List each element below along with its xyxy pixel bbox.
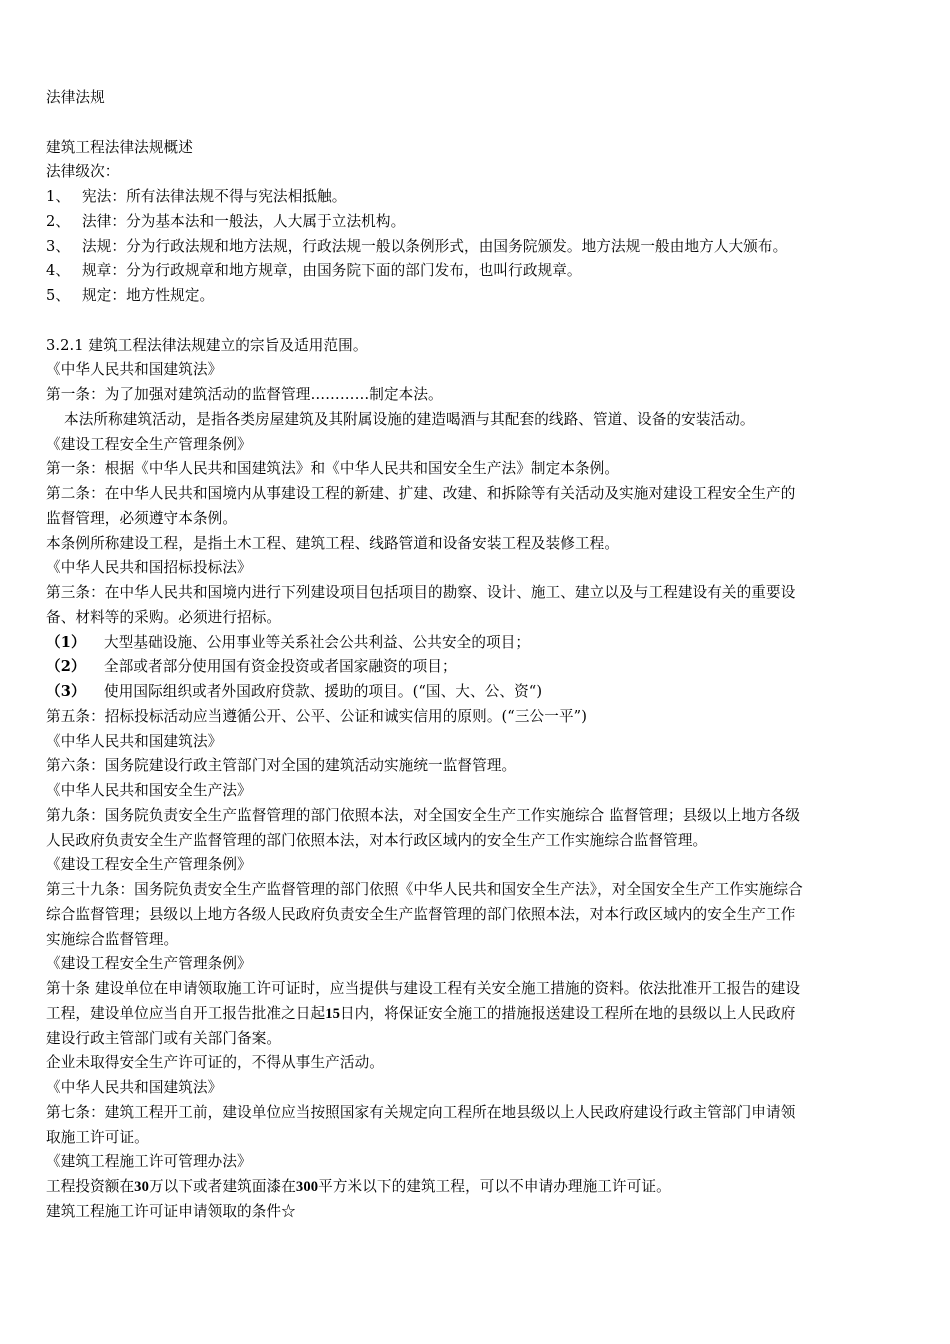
list-number: 4、 xyxy=(46,262,71,280)
paragraph: 第十条 建设单位在申请领取施工许可证时，应当提供与建设工程有关安全施工措施的资料。依法批准开工报告的建设 xyxy=(46,980,801,997)
paragraph: 第三十九条：国务院负责安全生产监督管理的部门依照《中华人民共和国安全生产法》，对全国安全生产工作实施综合 xyxy=(46,881,803,898)
paragraph-continued: 综合监督管理；县级以上地方各级人民政府负责安全生产监督管理的部门依照本法，对本行政区域内的安全生产工作 xyxy=(46,905,796,923)
law-reference: 《中华人民共和国建筑法》 xyxy=(46,732,223,750)
blank-line xyxy=(46,111,908,136)
law-reference: 《建筑工程施工许可管理办法》 xyxy=(46,1153,252,1171)
document-page xyxy=(46,86,908,1225)
list-text: 法规：分为行政法规和地方法规，行政法规一般以条例形式，由国务院颁发。地方法规一般由地方人大颁布。 xyxy=(82,237,788,255)
list-number: 2、 xyxy=(46,212,71,230)
paragraph: 第一条：根据《中华人民共和国建筑法》和《中华人民共和国安全生产法》制定本条例。 xyxy=(46,460,620,478)
bold-number: 30 xyxy=(134,1179,149,1195)
list-item xyxy=(46,680,908,705)
paragraph: 本条例所称建设工程，是指土木工程、建筑工程、线路管道和设备安装工程及装修工程。 xyxy=(46,534,620,552)
list-text: 宪法：所有法律法规不得与宪法相抵触。 xyxy=(82,188,347,205)
list-item xyxy=(46,210,908,235)
section-title: 建筑工程法律法规概述 xyxy=(46,138,193,156)
paragraph-continued xyxy=(46,1002,908,1027)
law-reference: 《中华人民共和国招标投标法》 xyxy=(46,559,252,577)
text-segment: 万以下或者建筑面漆在 xyxy=(148,1178,296,1195)
paragraph: 建筑工程施工许可证申请领取的条件☆ xyxy=(46,1202,296,1220)
list-text: 规定：地方性规定。 xyxy=(82,287,215,304)
paragraph-continued: 建设行政主管部门或有关部门备案。 xyxy=(46,1029,282,1047)
paragraph-continued: 实施综合监督管理。 xyxy=(46,930,179,948)
subsection-title: 3.2.1 建筑工程法律法规建立的宗旨及适用范围。 xyxy=(46,336,368,354)
list-item xyxy=(46,185,908,210)
paragraph: 第九条：国务院负责安全生产监督管理的部门依照本法，对全国安全生产工作实施综合 监督管理；县级以上地方各级 xyxy=(46,806,801,824)
law-reference: 《建设工程安全生产管理条例》 xyxy=(46,955,252,973)
list-text: 使用国际组织或者外国政府贷款、援助的项目。(“国、大、公、资“) xyxy=(104,683,543,700)
blank-line xyxy=(46,309,908,334)
paragraph: 本法所称建筑活动，是指各类房屋建筑及其附属设施的建造喝酒与其配套的线路、管道、设备的安装活动。 xyxy=(64,410,755,428)
bold-number: 15 xyxy=(325,1005,340,1022)
paragraph: 第三条：在中华人民共和国境内进行下列建设项目包括项目的勘察、设计、施工、建立以及与工程建设有关的重要设 xyxy=(46,584,796,601)
paragraph xyxy=(46,1175,908,1200)
list-number: （3） xyxy=(46,683,86,700)
list-item xyxy=(46,284,908,309)
list-item xyxy=(46,655,908,680)
paragraph-continued: 备、材料等的采购。必须进行招标。 xyxy=(46,608,282,626)
paragraph: 第五条：招标投标活动应当遵循公开、公平、公证和诚实信用的原则。(“三公一平”) xyxy=(46,707,587,725)
paragraph-continued: 监督管理，必须遵守本条例。 xyxy=(46,509,238,527)
list-number: （1） xyxy=(46,633,86,651)
list-number: 3、 xyxy=(46,237,71,255)
paragraph: 第一条：为了加强对建筑活动的监督管理…………制定本法。 xyxy=(46,386,443,403)
list-item xyxy=(46,631,908,656)
paragraph-continued: 取施工许可证。 xyxy=(46,1128,149,1146)
paragraph: 第六条：国务院建设行政主管部门对全国的建筑活动实施统一监督管理。 xyxy=(46,757,517,775)
list-item xyxy=(46,235,908,260)
paragraph-continued: 人民政府负责安全生产监督管理的部门依照本法，对本行政区域内的安全生产工作实施综合监督管理。 xyxy=(46,831,708,849)
bold-number: 300 xyxy=(295,1179,319,1195)
levels-heading: 法律级次： xyxy=(46,163,120,181)
law-reference: 《中华人民共和国安全生产法》 xyxy=(46,782,252,799)
list-text: 全部或者部分使用国有资金投资或者国家融资的项目； xyxy=(104,658,457,676)
text-segment: 工程，建设单位应当自开工报告批准之日起 xyxy=(46,1004,326,1022)
list-item xyxy=(46,259,908,284)
paragraph: 第二条：在中华人民共和国境内从事建设工程的新建、扩建、改建、和拆除等有关活动及实施对建设工程安全生产的 xyxy=(46,485,796,502)
list-text: 法律：分为基本法和一般法，人大属于立法机构。 xyxy=(82,212,406,230)
law-reference: 《建设工程安全生产管理条例》 xyxy=(46,856,252,874)
list-number: 5、 xyxy=(46,287,71,304)
law-reference: 《建设工程安全生产管理条例》 xyxy=(46,435,252,453)
text-segment: 平方米以下的建筑工程，可以不申请办理施工许可证。 xyxy=(318,1178,671,1195)
paragraph: 企业未取得安全生产许可证的，不得从事生产活动。 xyxy=(46,1054,384,1072)
list-number: （2） xyxy=(46,658,86,676)
text-segment: 日内，将保证安全施工的措施报送建设工程所在地的县级以上人民政府 xyxy=(339,1004,796,1022)
document-title: 法律法规 xyxy=(46,89,105,106)
text-segment: 工程投资额在 xyxy=(46,1178,135,1195)
law-reference: 《中华人民共和国建筑法》 xyxy=(46,361,223,379)
list-number: 1、 xyxy=(46,188,71,205)
list-text: 大型基础设施、公用事业等关系社会公共利益、公共安全的项目； xyxy=(104,633,531,651)
law-reference: 《中华人民共和国建筑法》 xyxy=(46,1079,223,1096)
paragraph: 第七条：建筑工程开工前，建设单位应当按照国家有关规定向工程所在地县级以上人民政府建设行政主管部门申请领 xyxy=(46,1103,796,1121)
list-text: 规章：分为行政规章和地方规章，由国务院下面的部门发布，也叫行政规章。 xyxy=(82,262,582,280)
